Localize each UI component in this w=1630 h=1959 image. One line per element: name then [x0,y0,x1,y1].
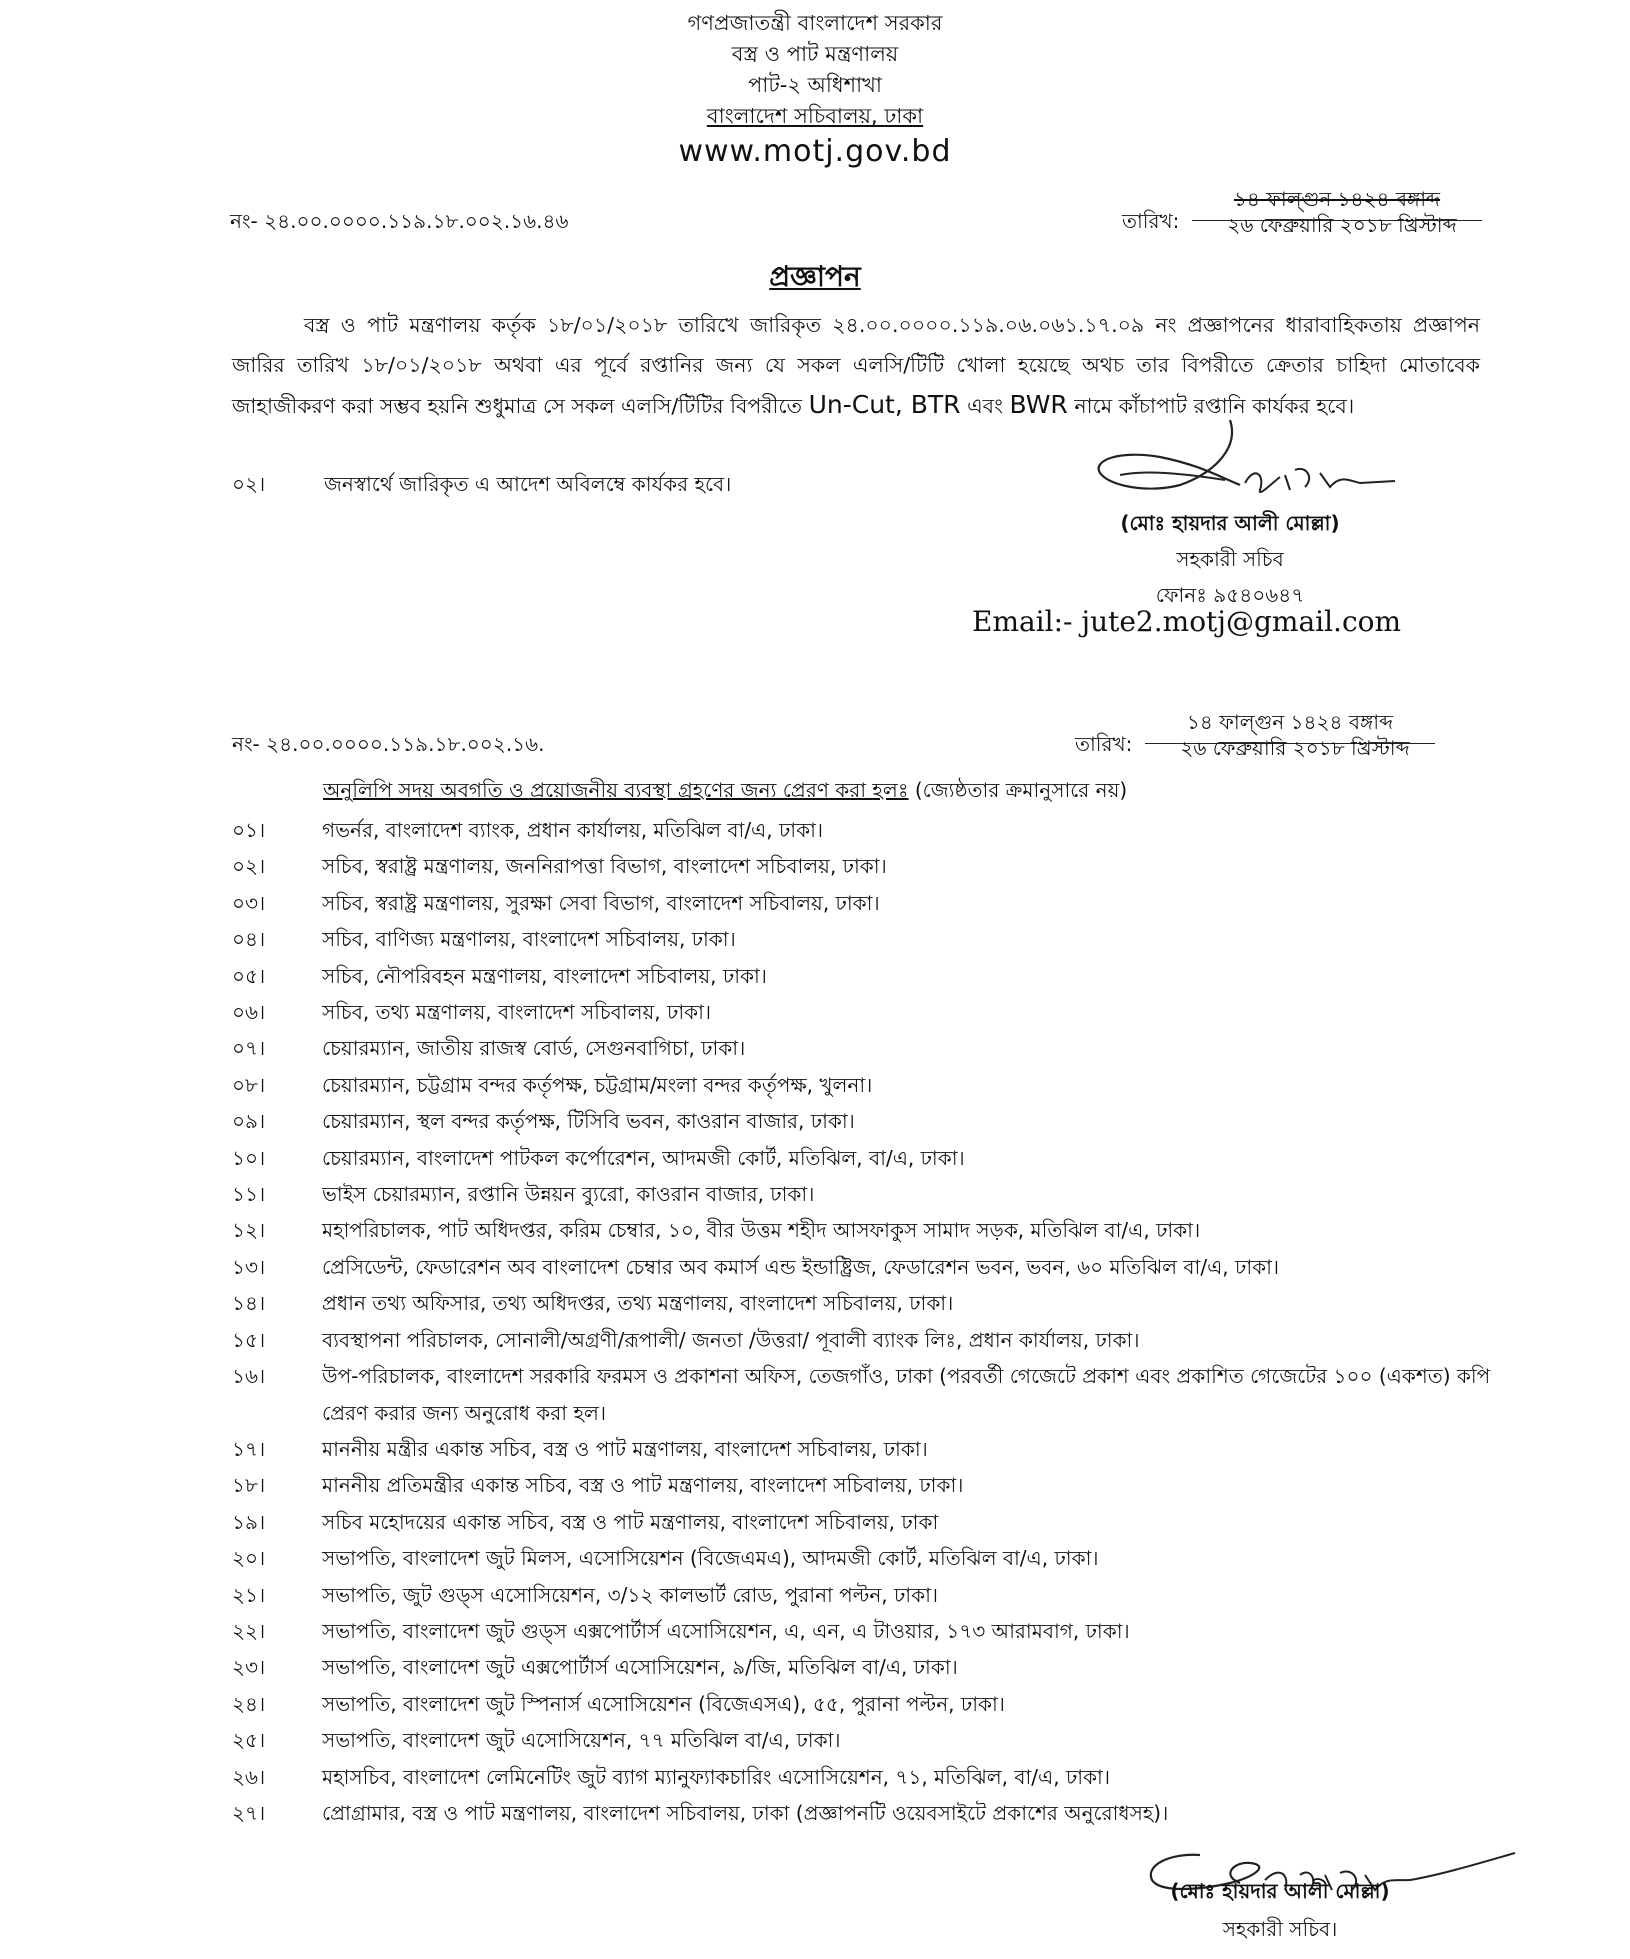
list-item-number: ০৫। [232,963,266,988]
list-item-text: সভাপতি, বাংলাদেশ জুট মিলস, এসোসিয়েশন (বিজেএমএ), আদমজী কোর্ট, মতিঝিল বা/এ, ঢাকা। [322,1546,1099,1571]
list-item-number: ০৩। [232,890,266,915]
list-item-number: ১৯। [232,1509,266,1534]
list-item-text: মাননীয় মন্ত্রীর একান্ত সচিব, বস্ত্র ও পাট মন্ত্রণালয়, বাংলাদেশ সচিবালয়, ঢাকা। [322,1436,928,1461]
government-name: গণপ্রজাতন্ত্রী বাংলাদেশ সরকার [687,11,943,35]
list-item [232,1759,1492,1795]
list-item-number: ০১। [232,818,266,842]
list-item [232,958,1492,994]
notice-body-paragraph: বস্ত্র ও পাট মন্ত্রণালয় কর্তৃক ১৮/০১/২০১৮ তারিখে জারিকৃত ২৪.০০.০০০০.১১৯.০৬.০৬১.১৭.০৯ নং প্রজ্ঞাপনের ধারাবাহিকতায় প্রজ্ঞাপন জারির তারিখ ১৮/০১/২০১৮ অথবা এর পূর্বে রপ্তানির জন্য যে সকল এলসি/টিটি খোলা হয়েছে অথচ তার বিপরীতে ক্রেতার চাহিদা মোতাবেক জাহাজীকরণ করা সম্ভব হয়নি শুধুমাত্র সে সকল এলসি/টিটির বিপরীতে Un-Cut, BTR এবং BWR নামে কাঁচাপাট রপ্তানি কার্যকর হবে। [232,313,1480,419]
list-item [232,1103,1492,1139]
list-item-text: সভাপতি, বাংলাদেশ জুট স্পিনার্স এসোসিয়েশন (বিজেএসএ), ৫৫, পুরানা পল্টন, ঢাকা। [322,1691,1005,1716]
list-item-number: ২৭। [232,1800,266,1825]
list-item-number: ০৪। [232,927,266,952]
list-item-number: ১৫। [232,1327,266,1352]
signatory-designation: সহকারী সচিব [1176,547,1284,571]
list-item-text: সভাপতি, বাংলাদেশ জুট এক্সপোর্টার্স এসোসিয়েশন, ৯/জি, মতিঝিল বা/এ, ঢাকা। [322,1655,958,1680]
list-item-number: ২৪। [232,1691,266,1716]
list-item-number: ২৩। [232,1655,266,1680]
list-item-text: চেয়ারম্যান, বাংলাদেশ পাটকল কর্পোরেশন, আদমজী কোর্ট, মতিঝিল, বা/এ, ঢাকা। [322,1145,965,1170]
memo-reference-number: নং- ২৪.০০.০০০০.১১৯.১৮.০০২.১৬.৪৬ [230,209,569,233]
list-item-text: প্রোগ্রামার, বস্ত্র ও পাট মন্ত্রণালয়, বাংলাদেশ সচিবালয়, ঢাকা (প্রজ্ঞাপনটি ওয়েবসাইটে প্রকাশের অনুরোধসহ)। [322,1800,1169,1825]
signatory-email[interactable]: Email:- jute2.motj@gmail.com [972,605,1402,638]
list-item [232,1577,1492,1613]
notice-title: প্রজ্ঞাপন [769,260,861,293]
date-bangla: ১৪ ফাল্গুন ১৪২৪ বঙ্গাব্দ [1192,185,1482,221]
copy-memo-date-block [1075,710,1475,770]
list-item-text: সচিব, স্বরাষ্ট্র মন্ত্রণালয়, সুরক্ষা সেবা বিভাগ, বাংলাদেশ সচিবালয়, ঢাকা। [322,890,880,915]
list-item-number: ২৬। [232,1764,266,1789]
list-item [232,1285,1492,1321]
date-label: তারিখ: [1075,732,1133,756]
notice-item-2 [232,472,731,497]
list-item [232,1722,1492,1758]
list-item [232,1249,1492,1285]
list-item [232,1431,1492,1467]
list-item-text: চেয়ারম্যান, স্থল বন্দর কর্তৃপক্ষ, টিসিবি ভবন, কাওরান বাজার, ঢাকা। [322,1109,855,1134]
ministry-name: বস্ত্র ও পাট মন্ত্রণালয় [731,42,899,66]
list-item-number: ২১। [232,1582,266,1607]
list-item-text: মহাপরিচালক, পাট অধিদপ্তর, করিম চেম্বার, ১০, বীর উত্তম শহীদ আসফাকুস সামাদ সড়ক, মতিঝিল বা/এ, ঢাকা। [322,1218,1201,1243]
list-item-number: ১৬। [232,1364,266,1389]
list-item-number: ১২। [232,1218,266,1243]
list-item [232,1686,1492,1722]
list-item-text: সচিব মহোদয়ের একান্ত সচিব, বস্ত্র ও পাট মন্ত্রণালয়, বাংলাদেশ সচিবালয়, ঢাকা [322,1509,939,1534]
date-gregorian: ২৬ ফেব্রুয়ারি ২০১৮ খ্রিস্টাব্দ [1180,736,1410,760]
date-label: তারিখ: [1122,209,1180,233]
list-item-number: ১৩। [232,1254,266,1279]
copy-memo-reference-number: নং- ২৪.০০.০০০০.১১৯.১৮.০০২.১৬. [232,732,545,756]
list-item-number: ১০। [232,1145,266,1170]
list-item [232,1467,1492,1503]
list-item-text: মাননীয় প্রতিমন্ত্রীর একান্ত সচিব, বস্ত্র ও পাট মন্ত্রণালয়, বাংলাদেশ সচিবালয়, ঢাকা। [322,1473,964,1498]
list-item-text: সচিব, স্বরাষ্ট্র মন্ত্রণালয়, জননিরাপত্তা বিভাগ, বাংলাদেশ সচিবালয়, ঢাকা। [322,854,887,879]
item-text: জনস্বার্থে জারিকৃত এ আদেশ অবিলম্বে কার্যকর হবে। [324,472,732,496]
list-item-number: ১৭। [232,1436,266,1461]
list-item [232,812,1492,848]
copy-recipient-list [232,812,1492,1831]
website-link[interactable]: www.motj.gov.bd [678,134,952,169]
list-item-number: ২২। [232,1618,266,1643]
list-item-number: ১৮। [232,1473,266,1498]
list-item-number: ০৭। [232,1036,266,1061]
signatory-block-2 [1080,1872,1480,1948]
date-gregorian: ২৬ ফেব্রুয়ারি ২০১৮ খ্রিস্টাব্দ [1227,213,1457,237]
list-item-text: সভাপতি, জুট গুড্স এসোসিয়েশন, ৩/১২ কালভার্ট রোড, পুরানা পল্টন, ঢাকা। [322,1582,939,1607]
list-item-text: সচিব, বাণিজ্য মন্ত্রণালয়, বাংলাদেশ সচিবালয়, ঢাকা। [322,927,736,952]
list-item-text: প্রেসিডেন্ট, ফেডারেশন অব বাংলাদেশ চেম্বার অব কমার্স এন্ড ইন্ডাষ্ট্রিজ, ফেডারেশন ভবন, ভবন, ৬০ মতিঝিল বা/এ, ঢাকা। [322,1254,1280,1279]
list-item [232,1504,1492,1540]
list-item-text: প্রধান তথ্য অফিসার, তথ্য অধিদপ্তর, তথ্য মন্ত্রণালয়, বাংলাদেশ সচিবালয়, ঢাকা। [322,1291,954,1316]
list-item [232,1140,1492,1176]
list-item [232,1176,1492,1212]
signatory-block-1 [1030,505,1430,613]
list-item-text: ব্যবস্থাপনা পরিচালক, সোনালী/অগ্রণী/রূপালী/ জনতা /উত্তরা/ পূবালী ব্যাংক লিঃ, প্রধান কার্যালয়, ঢাকা। [322,1327,1140,1352]
list-item [232,1212,1492,1248]
list-item-number: ০৯। [232,1109,266,1134]
list-item [232,1067,1492,1103]
list-item [232,1795,1492,1831]
list-item-number: ০৮। [232,1072,266,1097]
office-address: বাংলাদেশ সচিবালয়, ঢাকা [706,104,924,128]
copy-heading-main: অনুলিপি সদয় অবগতি ও প্রয়োজনীয় ব্যবস্থা গ্রহণের জন্য প্রেরণ করা হলঃ [323,778,909,802]
list-item-text: চেয়ারম্যান, চট্টগ্রাম বন্দর কর্তৃপক্ষ, চট্টগ্রাম/মংলা বন্দর কর্তৃপক্ষ, খুলনা। [322,1072,873,1097]
section-name: পাট-২ অধিশাখা [747,73,883,97]
list-item [232,1613,1492,1649]
list-item-text: গভর্নর, বাংলাদেশ ব্যাংক, প্রধান কার্যালয়, মতিঝিল বা/এ, ঢাকা। [322,818,824,842]
list-item-number: ০৬। [232,1000,266,1025]
list-item [232,885,1492,921]
list-item-number: ০২। [232,854,266,879]
list-item [232,1649,1492,1685]
memo-date-block [1122,187,1502,247]
list-item [232,1322,1492,1358]
list-item-text: চেয়ারম্যান, জাতীয় রাজস্ব বোর্ড, সেগুনবাগিচা, ঢাকা। [322,1036,746,1061]
list-item [232,921,1492,957]
signatory-phone: ফোনঃ ৯৫৪০৬৪৭ [1155,583,1305,607]
list-item-text: মহাসচিব, বাংলাদেশ লেমিনেটিং জুট ব্যাগ ম্যানুফ্যাকচারিং এসোসিয়েশন, ৭১, মতিঝিল, বা/এ, ঢাকা। [322,1764,1111,1789]
signatory-designation: সহকারী সচিব। [1222,1917,1338,1941]
item-number: ০২। [232,472,266,496]
list-item-number: ১৪। [232,1291,266,1316]
list-item [232,1540,1492,1576]
list-item-text: সভাপতি, বাংলাদেশ জুট এসোসিয়েশন, ৭৭ মতিঝিল বা/এ, ঢাকা। [322,1728,841,1753]
list-item-number: ২০। [232,1546,266,1571]
list-item [232,1030,1492,1066]
copy-heading [323,778,1127,803]
signatory-name: (মোঃ হায়দার আলী মোল্লা) [1120,511,1340,535]
list-item-text: সচিব, তথ্য মন্ত্রণালয়, বাংলাদেশ সচিবালয়, ঢাকা। [322,1000,712,1025]
signatory-name: (মোঃ হায়দার আলী মোল্লা) [1170,1879,1390,1903]
list-item [232,848,1492,884]
date-bangla: ১৪ ফাল্গুন ১৪২৪ বঙ্গাব্দ [1145,708,1435,744]
list-item-text: ভাইস চেয়ারম্যান, রপ্তানি উন্নয়ন ব্যুরো, কাওরান বাজার, ঢাকা। [322,1182,815,1207]
list-item [232,1358,1492,1431]
list-item-number: ১১। [232,1182,266,1207]
list-item-number: ২৫। [232,1728,266,1753]
letterhead [0,8,1630,172]
copy-heading-note: (জ্যেষ্ঠতার ক্রমানুসারে নয়) [914,778,1128,802]
list-item [232,994,1492,1030]
list-item-text: সভাপতি, বাংলাদেশ জুট গুড্স এক্সপোর্টার্স এসোসিয়েশন, এ, এন, এ টাওয়ার, ১৭৩ আরামবাগ, ঢাকা। [322,1618,1130,1643]
list-item-text: সচিব, নৌপরিবহন মন্ত্রণালয়, বাংলাদেশ সচিবালয়, ঢাকা। [322,963,767,988]
list-item-text: উপ-পরিচালক, বাংলাদেশ সরকারি ফরমস ও প্রকাশনা অফিস, তেজগাঁও, ঢাকা (পরবর্তী গেজেটে প্রকাশ এবং প্রকাশিত গেজেটের ১০০ (একশত) কপি প্রেরণ করার জন্য অনুরোধ করা হল। [322,1364,1491,1425]
